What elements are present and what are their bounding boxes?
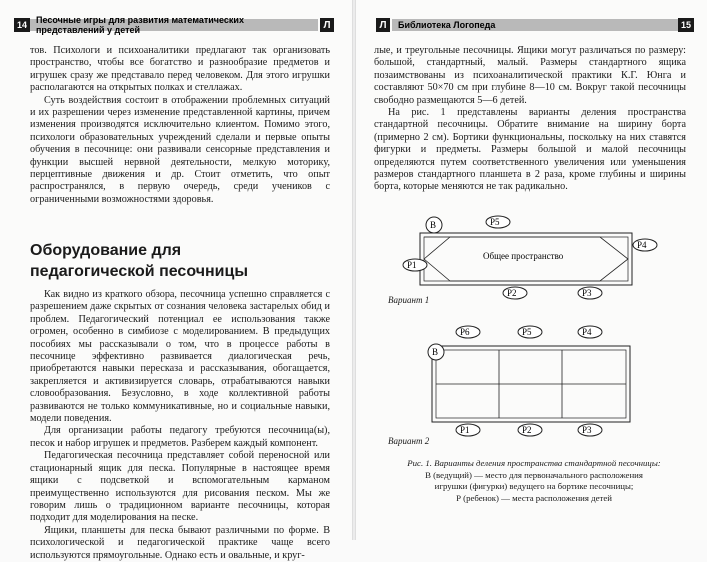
paragraph: Педагогическая песочница представляет собой переносной или стационарный ящик для песка. Популярные в настоящее время ящики с подсветкой и вспомогательным карманом преимущественно используются для рисования песком. Мы же говорим лишь о традиционном варианте песочницы, которая подходит для моделирования на песке.: [30, 450, 330, 524]
paragraph: Как видно из краткого обзора, песочница успешно справляется с разрешением даже скрытых от сознания человека застарелых обид и проблем. Педагогический потенциал ее использования также огромен, особенно в симбиозе с моделированием. В предыдущих пособиях мы рассказывали о том, что в процессе работы в песочнице эффективно развивается диалогическая речь, приобретаются навыки пересказа и рассказывания, обогащается, закрепляется и активизируется словарь, отрабатываются навыки словообразования. Безусловно, в ходе коллективной работы развиваются не только коммуникативные, но и социальные навыки, модели поведения.: [30, 289, 330, 425]
right-text: [374, 45, 686, 194]
p4-marker: [578, 326, 602, 338]
logo-icon: Л: [320, 18, 334, 32]
p4-marker: [633, 239, 657, 251]
left-body-text: [30, 289, 330, 562]
p1-label: P1: [407, 260, 417, 270]
p5-label: P5: [522, 327, 532, 337]
p4-label: P4: [582, 327, 592, 337]
p5-label: P5: [490, 217, 500, 227]
right-header: [374, 18, 694, 32]
left-page: [0, 0, 352, 561]
caption-line: Р (ребенок) — места расположения детей: [456, 492, 612, 503]
paragraph: Для организации работы педагогу требуются песочница(ы), песок и набор игрушек и предметов. Разберем каждый компонент.: [30, 425, 330, 449]
left-page-number: 14: [14, 18, 30, 32]
p1-marker: [456, 424, 480, 436]
variant2-label: Вариант 2: [388, 436, 430, 446]
logo-icon: Л: [376, 18, 390, 32]
p3-marker: [578, 287, 602, 299]
paragraph: лые, и треугольные песочницы. Ящики могут различаться по размеру: большой, стандартный, малый. Размеры стандартного ящика позаимствованы из психоаналитической практики К.Г. Юнга и составляют 50×70 см при глубине 8—10 см. Вокруг такой песочницы свободно размещаются 5—6 детей.: [374, 45, 686, 106]
caption-line: игрушки (фигурки) ведущего на бортике песочницы;: [434, 481, 634, 491]
right-header-title: Библиотека Логопеда: [392, 19, 678, 31]
paragraph: тов. Психологи и психоаналитики предлагают так организовать пространство, чтобы все богатство и разнообразие предметов и игрушек сразу же представало перед человеком. Для этого игрушки располагаются на открытых полках и стеллажах.: [30, 45, 330, 94]
paragraph: На рис. 1 представлены варианты деления пространства стандартной песочницы. Обратите внимание на ширину борта (примерно 2 см). Бортики функциональны, поскольку на них ставятся фигурки и предметы. Размеры большой и малой песочницы определяются путем соответственного увеличения или уменьшения размеров стандартного планшета в 2 раза, кроме глубины и ширины борта, которые меняются не так радикально.: [374, 107, 686, 193]
paragraph: Суть воздействия состоит в отображении проблемных ситуаций и их разрешении через изменение представленной картины, причем изменения производятся исключительно клиентом. Помимо этого, психологи образовательных учреждений сделали и первые опыты обучения в песочнице: они развивали сенсорные представления и функции высшей нервной деятельности, мелкую моторику, перцептивные движения и др. Стоит отметить, что опыт распространялся, в первую очередь, среди учеников с ограниченными возможностями здоровья.: [30, 94, 330, 205]
p2-label: P2: [522, 425, 532, 435]
paragraph: Ящики, планшеты для песка бывают различными по форме. В психологической и педагогической практике чаще всего используются прямоугольные. Однако есть и овальные, и круг-: [30, 524, 330, 561]
p6-marker: [456, 326, 480, 338]
variant1-label: Вариант 1: [388, 295, 430, 305]
left-header-title: Песочные игры для развития математических представлений у детей: [30, 19, 318, 31]
p3-label: P3: [582, 425, 592, 435]
p2-marker: [518, 424, 542, 436]
p3-marker: [578, 424, 602, 436]
section-heading: Оборудование для педагогической песочницы: [30, 242, 248, 280]
b-label: В: [432, 347, 439, 357]
p5-marker: [518, 326, 542, 338]
p6-label: P6: [460, 327, 470, 337]
p1-marker: [403, 259, 427, 271]
figure-caption: [382, 458, 686, 504]
b-label: В: [430, 220, 437, 230]
p2-marker: [503, 287, 527, 299]
caption-line: В (ведущий) — место для первоначального расположения: [425, 469, 643, 480]
p1-label: P1: [460, 425, 470, 435]
p4-label: P4: [637, 240, 647, 250]
right-page-number: 15: [678, 18, 694, 32]
p2-label: P2: [507, 288, 517, 298]
center-text: Общее пространство: [483, 251, 564, 261]
caption-line: Рис. 1. Варианты деления пространства стандартной песочницы:: [407, 458, 661, 468]
left-top-text: [30, 45, 330, 206]
p5-marker: [486, 216, 510, 228]
left-header: [14, 15, 336, 35]
variant2-diagram: [380, 320, 690, 440]
p3-label: P3: [582, 288, 592, 298]
